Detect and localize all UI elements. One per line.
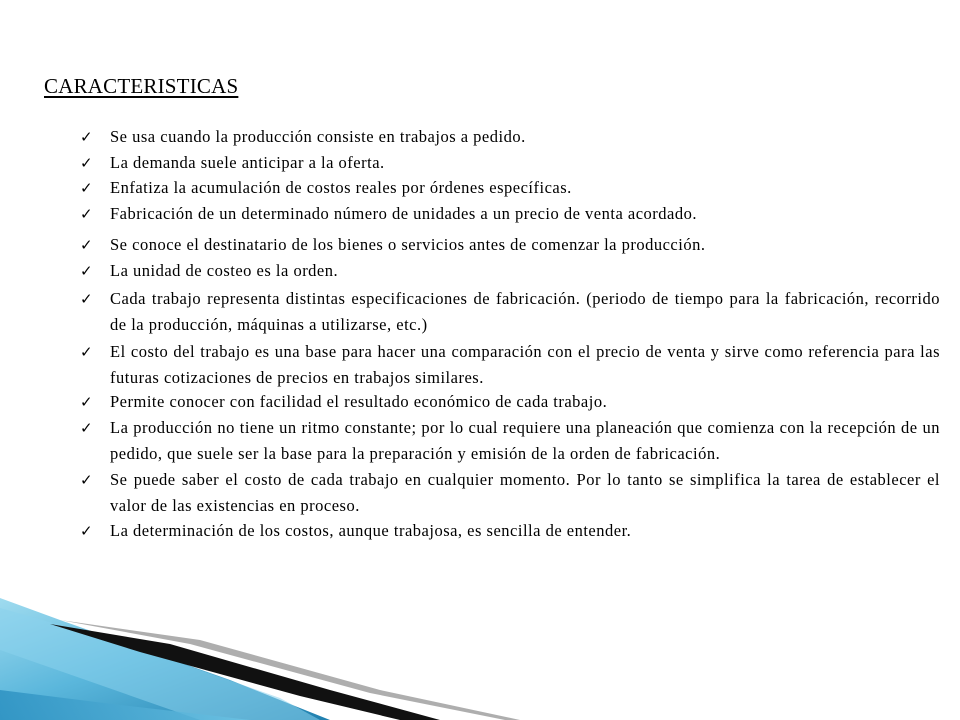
checkmark-icon: ✓ [80, 290, 93, 308]
list-item-text: Se puede saber el costo de cada trabajo en cualquier momento. Por lo tanto se simplifica la tarea de establecer el valor de las existencias en proceso. [110, 470, 940, 515]
list-item-text: La demanda suele anticipar a la oferta. [110, 153, 385, 172]
checkmark-icon: ✓ [80, 128, 93, 146]
list-item-text: El costo del trabajo es una base para hacer una comparación con el precio de venta y sirve como referencia para las futuras cotizaciones de precios en trabajos similares. [110, 342, 940, 387]
list-item-text: La determinación de los costos, aunque trabajosa, es sencilla de entender. [110, 521, 632, 540]
list-item-text: La producción no tiene un ritmo constante; por lo cual requiere una planeación que comienza con la recepción de un pedido, que suele ser la base para la preparación y emisión de la orden de fabricación. [110, 418, 940, 463]
list-item-text: Enfatiza la acumulación de costos reales por órdenes específicas. [110, 178, 572, 197]
list-item-text: Cada trabajo representa distintas especificaciones de fabricación. (periodo de tiempo para la fabricación, recorrido de la producción, máquinas a utilizarse, etc.) [110, 289, 940, 334]
checkmark-icon: ✓ [80, 154, 93, 172]
checkmark-icon: ✓ [80, 236, 93, 254]
list-item-text: Se usa cuando la producción consiste en trabajos a pedido. [110, 127, 526, 146]
checkmark-icon: ✓ [80, 343, 93, 361]
checkmark-icon: ✓ [80, 471, 93, 489]
list-item-text: Se conoce el destinatario de los bienes o servicios antes de comenzar la producción. [110, 235, 706, 254]
checkmark-icon: ✓ [80, 419, 93, 437]
checkmark-icon: ✓ [80, 522, 93, 540]
checkmark-icon: ✓ [80, 393, 93, 411]
decorative-corner-graphic [0, 580, 960, 720]
page-title: CARACTERISTICAS [44, 74, 239, 98]
checkmark-icon: ✓ [80, 179, 93, 197]
list-item-text: La unidad de costeo es la orden. [110, 261, 339, 280]
checkmark-icon: ✓ [80, 262, 93, 280]
list-item-text: Fabricación de un determinado número de unidades a un precio de venta acordado. [110, 204, 697, 223]
checkmark-icon: ✓ [80, 205, 93, 223]
list-item-text: Permite conocer con facilidad el resultado económico de cada trabajo. [110, 392, 608, 411]
